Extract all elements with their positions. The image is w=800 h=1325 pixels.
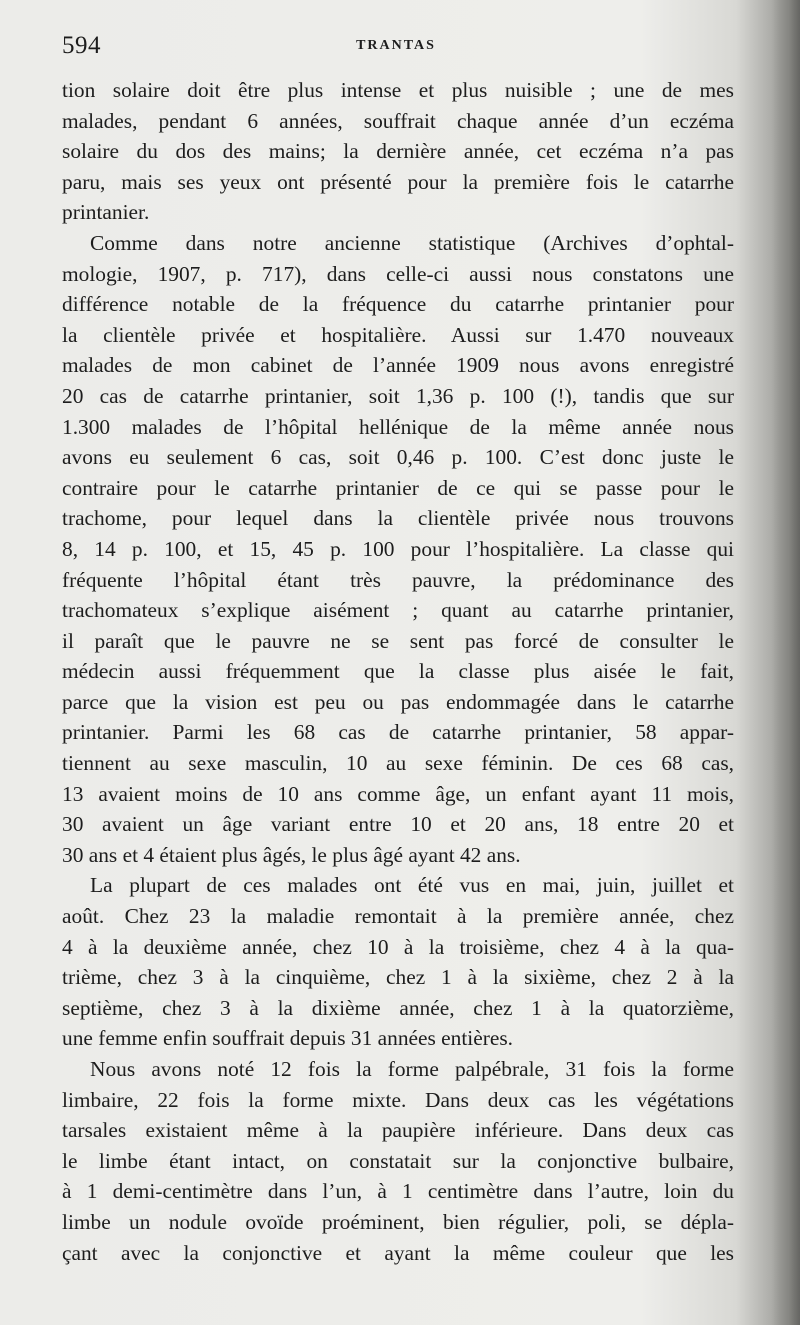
text-line: printanier. <box>62 200 150 225</box>
page-header <box>62 30 730 70</box>
text-line: 13 avaient moins de 10 ans comme âge, un enfant ayant 11 mois, <box>62 781 734 806</box>
text-line: La plupart de ces malades ont été vus en mai, juin, juillet et <box>90 873 734 898</box>
text-line: Nous avons noté 12 fois la forme palpébrale, 31 fois la forme <box>90 1057 734 1081</box>
text-line: août. Chez 23 la maladie remontait à la première année, chez <box>62 904 734 929</box>
text-line: tarsales existaient même à la paupière inférieure. Dans deux cas <box>62 1118 734 1143</box>
text-line: 4 à la deuxième année, chez 10 à la troisième, chez 4 à la qua- <box>62 934 734 959</box>
text-line: malades de mon cabinet de l’année 1909 nous avons enregistré <box>62 353 734 378</box>
text-line: à 1 demi-centimètre dans l’un, à 1 centimètre dans l’autre, loin du <box>62 1179 734 1204</box>
text-line: 30 ans et 4 étaient plus âgés, le plus âgé ayant 42 ans. <box>62 842 521 867</box>
text-line: le limbe étant intact, on constatait sur la conjonctive bulbaire, <box>62 1148 734 1173</box>
text-line: printanier. Parmi les 68 cas de catarrhe printanier, 58 appar- <box>62 720 734 745</box>
text-line: septième, chez 3 à la dixième année, chez 1 à la quatorzième, <box>62 995 734 1020</box>
text-line: tiennent au sexe masculin, 10 au sexe féminin. De ces 68 cas, <box>62 751 734 776</box>
book-spine-shadow <box>772 0 800 1325</box>
text-line: paru, mais ses yeux ont présenté pour la première fois le catarrhe <box>62 169 734 194</box>
text-line: 1.300 malades de l’hôpital hellénique de la même année nous <box>62 414 734 439</box>
text-line: 20 cas de catarrhe printanier, soit 1,36 p. 100 (!), tandis que sur <box>62 383 734 408</box>
text-line: Comme dans notre ancienne statistique (Archives d’ophtal- <box>90 230 734 255</box>
text-line: trachomateux s’explique aisément ; quant au catarrhe printanier, <box>62 598 734 623</box>
text-line: trième, chez 3 à la cinquième, chez 1 à la sixième, chez 2 à la <box>62 965 734 990</box>
text-line: différence notable de la fréquence du catarrhe printanier pour <box>62 292 734 317</box>
body-text <box>62 75 734 1268</box>
running-head: TRANTAS <box>356 38 436 53</box>
text-line: une femme enfin souffrait depuis 31 années entières. <box>62 1026 514 1051</box>
text-line: 8, 14 p. 100, et 15, 45 p. 100 pour l’hospitalière. La classe qui <box>62 536 734 561</box>
text-line: parce que la vision est peu ou pas endommagée dans le catarrhe <box>62 689 734 714</box>
text-line: la clientèle privée et hospitalière. Aussi sur 1.470 nouveaux <box>62 322 734 347</box>
text-line: trachome, pour lequel dans la clientèle privée nous trouvons <box>62 506 734 531</box>
text-line: tion solaire doit être plus intense et plus nuisible ; une de mes <box>62 78 734 102</box>
text-line: limbaire, 22 fois la forme mixte. Dans deux cas les végétations <box>62 1087 734 1112</box>
text-line: 30 avaient un âge variant entre 10 et 20 ans, 18 entre 20 et <box>62 812 734 837</box>
text-line: avons eu seulement 6 cas, soit 0,46 p. 100. C’est donc juste le <box>62 445 734 470</box>
text-line: médecin aussi fréquemment que la classe plus aisée le fait, <box>62 659 734 684</box>
text-line: çant avec la conjonctive et ayant la même couleur que les <box>62 1240 734 1265</box>
text-line: fréquente l’hôpital étant très pauvre, la prédominance des <box>62 567 734 592</box>
text-line: solaire du dos des mains; la dernière année, cet eczéma n’a pas <box>62 139 734 164</box>
text-line: contraire pour le catarrhe printanier de ce qui se passe pour le <box>62 475 734 500</box>
text-line: il paraît que le pauvre ne se sent pas forcé de consulter le <box>62 628 734 653</box>
text-line: malades, pendant 6 années, souffrait chaque année d’un eczéma <box>62 108 734 133</box>
text-line: limbe un nodule ovoïde proéminent, bien régulier, poli, se dépla- <box>62 1209 734 1234</box>
text-line: mologie, 1907, p. 717), dans celle-ci aussi nous constatons une <box>62 261 734 286</box>
page-number: 594 <box>62 32 101 59</box>
